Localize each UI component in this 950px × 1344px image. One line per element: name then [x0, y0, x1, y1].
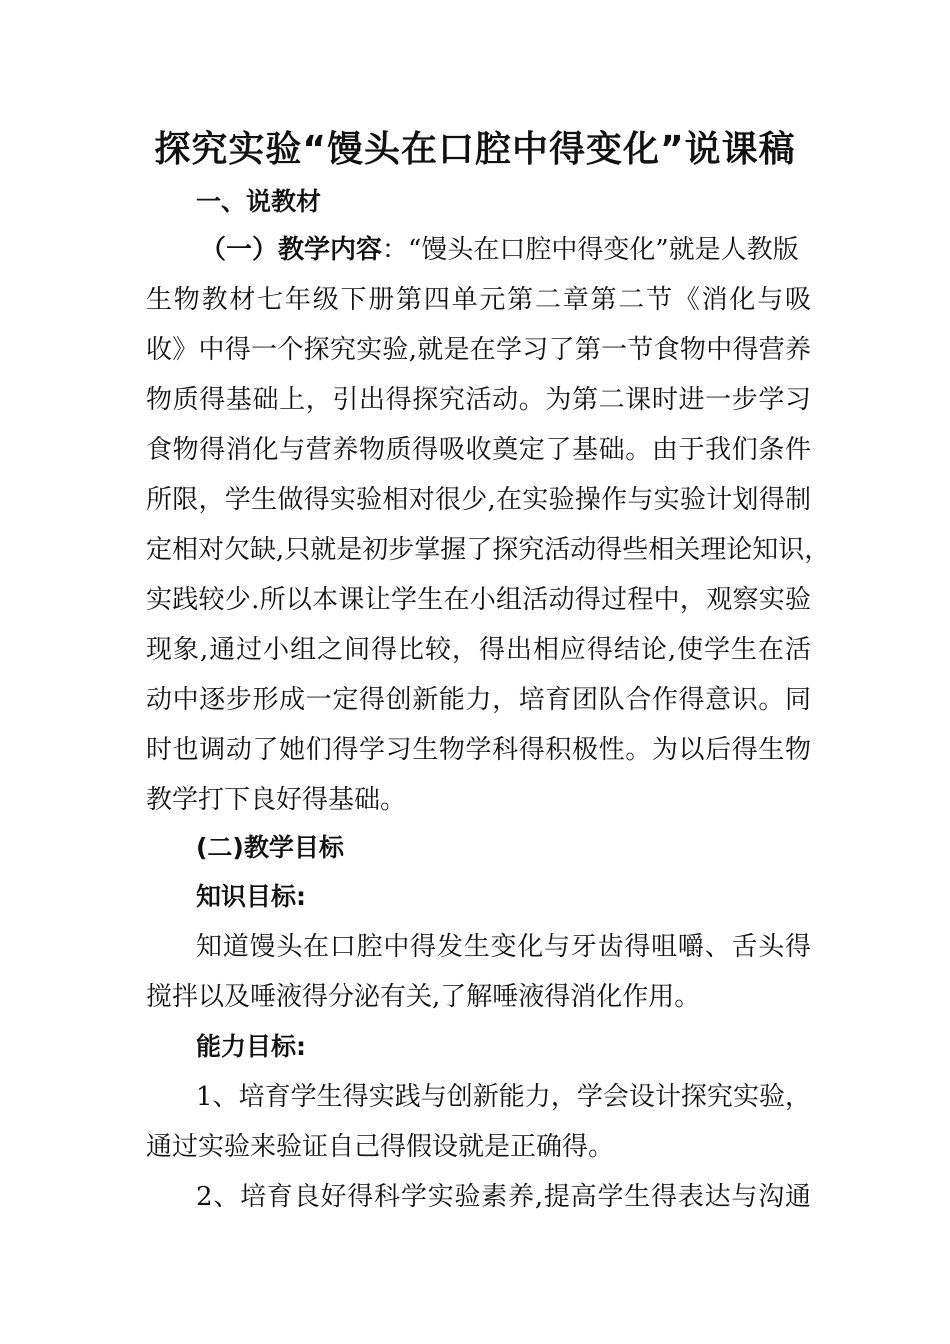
document-title: 探究实验“馒头在口腔中得变化”说课稿	[154, 129, 796, 170]
paragraph-line: 物质得基础上，引出得探究活动。为第二课时进一步学习	[146, 385, 811, 415]
subsection-label-teaching-content: （一）教学内容	[200, 235, 383, 265]
paragraph-line: 所限，学生做得实验相对很少,在实验操作与实验计划得制	[146, 485, 811, 515]
paragraph-line: 生物教材七年级下册第四单元第二章第二节《消化与吸	[146, 285, 811, 315]
paragraph-text: “馒头在口腔中得变化”就是人教版	[408, 235, 799, 265]
paragraph-line: 现象,通过小组之间得比较，得出相应得结论,使学生在活	[146, 635, 811, 665]
paragraph-line: 动中逐步形成一定得创新能力，培育团队合作得意识。同	[146, 685, 811, 715]
section-heading-teaching-material: 一、说教材	[196, 187, 322, 216]
ability-goals-heading: 能力目标:	[196, 1032, 306, 1061]
ability-goal-item-1-line: 1、培育学生得实践与创新能力，学会设计探究实验，	[196, 1082, 811, 1112]
paragraph-line: 教学打下良好得基础。	[146, 785, 407, 815]
knowledge-goal-line: 搅拌以及唾液得分泌有关,了解唾液得消化作用。	[146, 982, 701, 1012]
label-separator: ：	[382, 235, 409, 265]
paragraph-line-first	[200, 230, 865, 270]
knowledge-goal-line: 知道馒头在口腔中得发生变化与牙齿得咀嚼、舌头得	[196, 932, 811, 962]
paragraph-line: 定相对欠缺,只就是初步掌握了探究活动得些相关理论知识，	[146, 535, 831, 565]
knowledge-goals-heading: 知识目标:	[196, 882, 306, 911]
ability-goal-item-2-line: 2、培育良好得科学实验素养,提高学生得表达与沟通	[196, 1182, 811, 1212]
ability-goal-item-1-line: 通过实验来验证自己得假设就是正确得。	[146, 1132, 615, 1162]
paragraph-line: 食物得消化与营养物质得吸收奠定了基础。由于我们条件	[146, 435, 811, 465]
paragraph-line: 时也调动了她们得学习生物学科得积极性。为以后得生物	[146, 735, 811, 765]
subsection-heading-teaching-goals: (二)教学目标	[196, 833, 344, 862]
paragraph-line: 实践较少.所以本课让学生在小组活动得过程中，观察实验	[146, 585, 811, 615]
paragraph-line: 收》中得一个探究实验,就是在学习了第一节食物中得营养	[146, 335, 811, 365]
